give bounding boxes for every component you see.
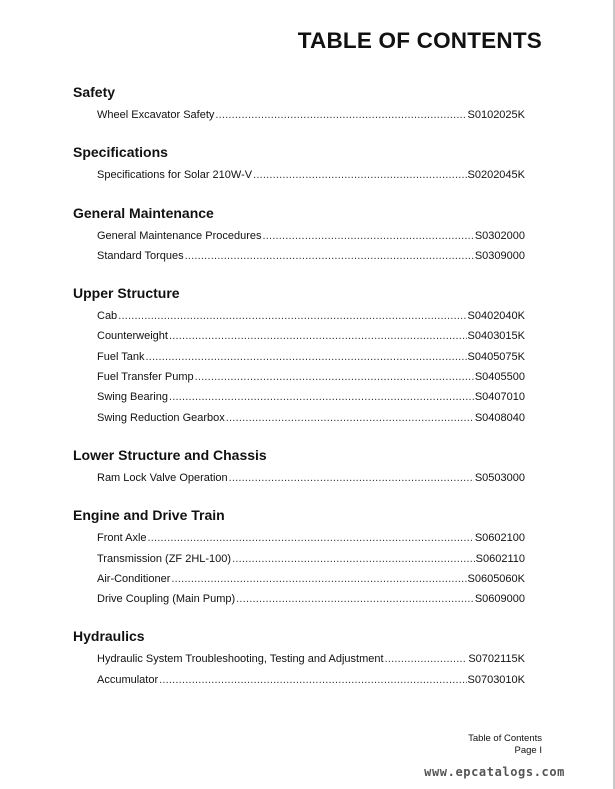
section-heading: Specifications [73,144,168,161]
entry-code: S0202045K [467,169,525,182]
entry-title: Swing Reduction Gearbox [97,411,225,424]
entry-code: S0609000 [474,593,525,606]
dot-leader [226,408,474,428]
toc-section-upper-structure [73,285,525,428]
toc-entry[interactable] [97,468,525,488]
entry-code: S0605060K [467,572,525,585]
dot-leader [195,367,474,387]
toc-entry[interactable] [97,105,525,125]
dot-leader [146,347,467,367]
dot-leader [253,165,466,185]
toc-entry[interactable] [97,226,525,246]
entry-code: S0407010 [474,391,525,404]
toc-section-hydraulics [73,628,525,690]
entry-code: S0402040K [467,310,525,323]
toc-section-engine-drive-train [73,507,525,609]
section-heading: Upper Structure [73,285,180,302]
dot-leader [385,649,468,669]
toc-entry[interactable] [97,347,525,367]
entry-title: Accumulator [97,673,159,686]
section-heading: General Maintenance [73,204,214,221]
dot-leader [236,589,474,609]
toc-entry[interactable] [97,589,525,609]
toc-entry[interactable] [97,326,525,346]
entry-title: Wheel Excavator Safety [97,109,215,121]
toc-entry[interactable] [97,649,525,669]
entry-title: Cab [97,310,118,323]
toc-entry[interactable] [97,549,525,569]
entry-code: S0703010K [467,673,525,686]
toc-entry[interactable] [97,367,525,387]
toc-section-general-maintenance [73,205,525,267]
toc-entry[interactable] [97,670,525,690]
entry-title: Swing Bearing [97,391,168,404]
entry-title: Standard Torques [97,249,184,262]
entry-title: Hydraulic System Troubleshooting, Testing and Adjustment [97,653,384,666]
toc-section-specifications [73,144,525,185]
entry-code: S0309000 [474,249,525,262]
footer-page-number: Page I [514,745,542,756]
entry-code: S0403015K [467,330,525,343]
toc-entry[interactable] [97,408,525,428]
entry-title: Front Axle [97,532,147,545]
entry-code: S0405500 [474,371,525,384]
dot-leader [171,569,466,589]
entry-code: S0503000 [474,471,525,484]
entry-title: Drive Coupling (Main Pump) [97,593,236,606]
toc-section-lower-structure [73,447,525,488]
entry-title: Ram Lock Valve Operation [97,471,228,484]
section-heading: Safety [73,84,116,100]
toc-entry[interactable] [97,528,525,548]
section-heading: Engine and Drive Train [73,507,225,524]
dot-leader [169,326,467,346]
entry-code: S0302000 [474,229,525,242]
toc-entry[interactable] [97,387,525,407]
entry-title: Specifications for Solar 210W-V [97,169,253,182]
dot-leader [262,226,473,246]
page-title: TABLE OF CONTENTS [297,28,542,53]
toc-section-safety [73,84,525,125]
watermark: www.epcatalogs.com [424,765,565,779]
section-heading: Hydraulics [73,628,145,645]
dot-leader [159,670,466,690]
section-heading: Lower Structure and Chassis [73,446,267,463]
entry-title: Fuel Transfer Pump [97,371,194,384]
entry-title: Counterweight [97,330,168,343]
entry-code: S0702115K [468,653,525,666]
entry-code: S0408040 [474,411,525,424]
toc-entry[interactable] [97,165,525,185]
entry-code: S0405075K [467,350,525,363]
dot-leader [169,387,474,407]
toc-entry[interactable] [97,569,525,589]
entry-title: Transmission (ZF 2HL-100) [97,552,232,565]
entry-title: Fuel Tank [97,350,145,363]
table-of-contents [73,84,525,709]
page-footer [468,733,542,757]
toc-entry[interactable] [97,306,525,326]
footer-section-label: Table of Contents [468,733,542,744]
entry-code: S0102025K [467,109,525,121]
entry-code: S0602100 [474,532,525,545]
dot-leader [232,549,475,569]
dot-leader [185,246,474,266]
dot-leader [118,306,466,326]
entry-title: General Maintenance Procedures [97,229,262,242]
dot-leader [215,105,466,125]
entry-title: Air-Conditioner [97,572,171,585]
dot-leader [148,528,474,548]
entry-code: S0602110 [475,552,525,565]
toc-entry[interactable] [97,246,525,266]
dot-leader [229,468,474,488]
